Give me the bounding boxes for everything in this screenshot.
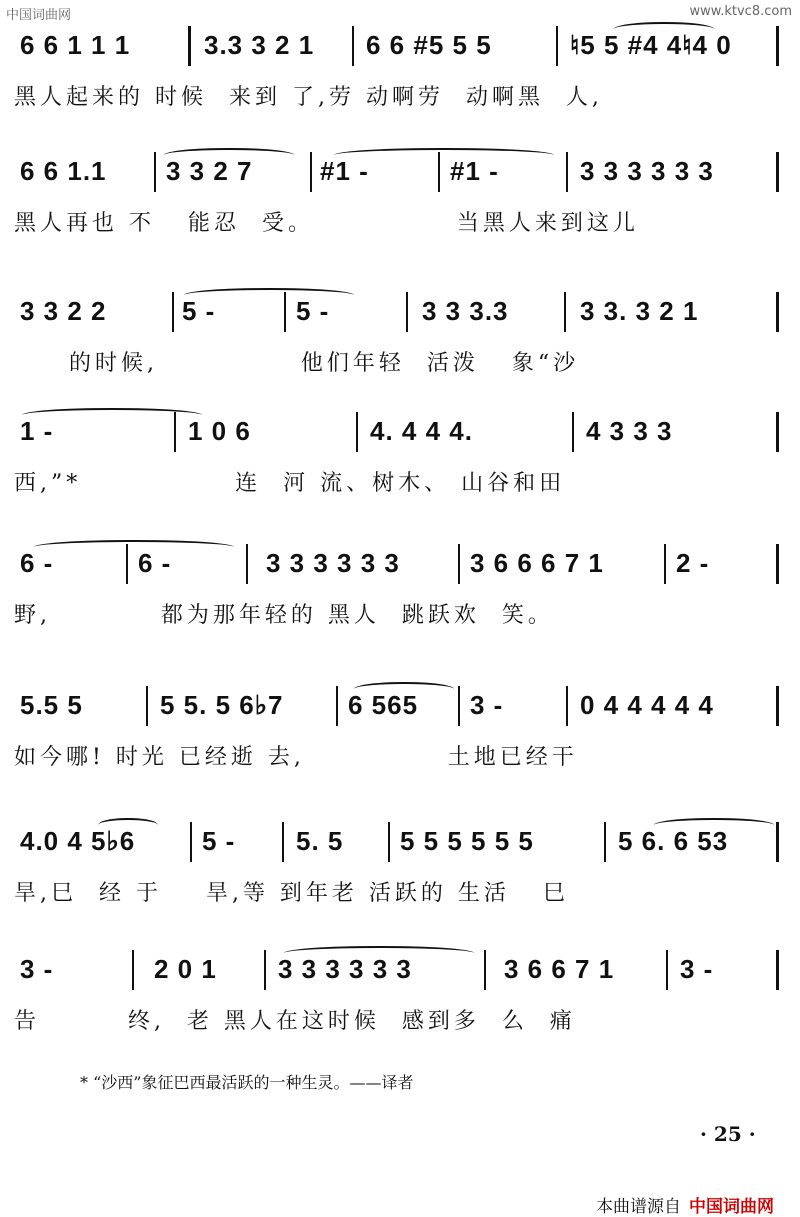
measure: 6 6 1.1 <box>20 156 107 186</box>
bar-line <box>190 822 192 862</box>
bar-line <box>406 292 408 332</box>
staff-row <box>14 288 784 334</box>
measure: 3 3. 3 2 1 <box>580 296 699 326</box>
measure: 5.5 5 <box>20 690 83 720</box>
slur-mark <box>334 148 554 162</box>
bar-line <box>282 822 284 862</box>
bar-line <box>336 686 338 726</box>
lyrics-line: 西,”* 连 河 流、树木、 山谷和田 <box>14 471 566 496</box>
bar-line <box>172 292 174 332</box>
score-system-7 <box>14 818 784 912</box>
lyrics-line: 的时候, 他们年轻 活泼 象“沙 <box>14 351 580 376</box>
score-system-4 <box>14 408 784 502</box>
slur-mark <box>184 288 354 302</box>
score-system-1 <box>14 22 784 116</box>
lyrics-line: 黑人起来的 时候 来到 了,劳 动啊劳 动啊黑 人, <box>14 85 603 110</box>
bar-line <box>776 950 779 990</box>
measure: 5 - <box>296 296 330 326</box>
measure: 5 - <box>182 296 216 326</box>
lyrics-line: 黑人再也 不 能忍 受。 当黑人来到这儿 <box>14 211 639 236</box>
staff-row <box>14 408 784 454</box>
measure: #1 - <box>450 156 499 186</box>
staff-row <box>14 22 784 68</box>
slur-mark <box>164 148 294 162</box>
measure: 4.0 4 5♭6 <box>20 826 136 856</box>
measure: ♮5 5 #4 4♮4 0 <box>570 30 732 60</box>
bar-line <box>776 412 779 452</box>
measure: 5 - <box>202 826 236 856</box>
page-number: · 25 · <box>700 1122 756 1146</box>
bar-line <box>776 822 779 862</box>
lyrics-line: 如今哪! 时光 已经逝 去, 土地已经干 <box>14 745 578 770</box>
measure: 2 - <box>676 548 710 578</box>
bar-line <box>666 950 668 990</box>
slur-mark <box>22 408 202 422</box>
measure: 3 6 6 6 7 1 <box>470 548 604 578</box>
bar-line <box>776 152 779 192</box>
measure: 3 3 2 2 <box>20 296 107 326</box>
source-credit <box>596 1192 774 1217</box>
bar-line <box>776 544 779 584</box>
measure: 5 5 5 5 5 5 <box>400 826 534 856</box>
measure: 3 - <box>680 954 714 984</box>
slur-mark <box>614 22 714 36</box>
bar-line <box>264 950 266 990</box>
slur-mark <box>98 818 158 832</box>
measure: 3 - <box>470 690 504 720</box>
staff-row <box>14 682 784 728</box>
source-brand-link[interactable]: 中国词曲网 <box>689 1197 774 1217</box>
score-system-8 <box>14 946 784 1040</box>
bar-line <box>356 412 358 452</box>
bar-line <box>388 822 390 862</box>
bar-line <box>664 544 666 584</box>
score-system-5 <box>14 540 784 634</box>
bar-line <box>566 686 568 726</box>
measure: 6 6 #5 5 5 <box>366 30 492 60</box>
measure: 3 3 3 3 3 3 <box>278 954 412 984</box>
bar-line <box>458 686 460 726</box>
measure: #1 - <box>320 156 369 186</box>
bar-line <box>572 412 574 452</box>
measure: 6 - <box>138 548 172 578</box>
bar-line <box>566 152 568 192</box>
bar-line <box>352 26 354 66</box>
bar-line <box>776 292 779 332</box>
score-system-3 <box>14 288 784 382</box>
lyrics-line: 旱,巳 经 于 旱,等 到年老 活跃的 生活 巳 <box>14 881 569 906</box>
measure: 4. 4 4 4. <box>370 416 473 446</box>
bar-line <box>776 26 779 66</box>
measure: 3 3 2 7 <box>166 156 253 186</box>
bar-line <box>246 544 248 584</box>
measure: 3.3 3 2 1 <box>204 30 315 60</box>
bar-line <box>484 950 486 990</box>
bar-line <box>146 686 148 726</box>
measure: 2 0 1 <box>154 954 217 984</box>
measure: 1 0 6 <box>188 416 251 446</box>
score-system-6 <box>14 682 784 776</box>
watermark-left: 中国词曲网 <box>6 8 72 23</box>
measure: 3 3 3.3 <box>422 296 509 326</box>
measure: 5 6. 6 53 <box>618 826 729 856</box>
measure: 0 4 4 4 4 4 <box>580 690 714 720</box>
source-label: 本曲谱源自 <box>596 1197 681 1217</box>
bar-line <box>188 26 191 66</box>
measure: 5. 5 <box>296 826 344 856</box>
staff-row <box>14 148 784 194</box>
watermark-right: www.ktvc8.com <box>689 4 792 19</box>
measure: 3 3 3 3 3 3 <box>266 548 400 578</box>
slur-mark <box>354 682 454 696</box>
bar-line <box>154 152 156 192</box>
lyrics-line: 告 终, 老 黑人在这时候 感到多 么 痛 <box>14 1009 576 1034</box>
measure: 1 - <box>20 416 54 446</box>
bar-line <box>458 544 460 584</box>
slur-mark <box>34 540 234 554</box>
staff-row <box>14 946 784 992</box>
bar-line <box>776 686 779 726</box>
bar-line <box>604 822 606 862</box>
footnote: * “沙西”象征巴西最活跃的一种生灵。——译者 <box>80 1073 414 1092</box>
staff-row <box>14 818 784 864</box>
measure: 3 - <box>20 954 54 984</box>
bar-line <box>556 26 558 66</box>
measure: 6 565 <box>348 690 419 720</box>
lyrics-line: 野, 都为那年轻的 黑人 跳跃欢 笑。 <box>14 603 554 628</box>
score-system-2 <box>14 148 784 242</box>
slur-mark <box>654 818 774 832</box>
staff-row <box>14 540 784 586</box>
bar-line <box>132 950 134 990</box>
measure: 6 - <box>20 548 54 578</box>
bar-line <box>310 152 312 192</box>
measure: 4 3 3 3 <box>586 416 673 446</box>
measure: 3 3 3 3 3 3 <box>580 156 714 186</box>
measure: 6 6 1 1 1 <box>20 30 131 60</box>
measure: 5 5. 5 6♭7 <box>160 690 284 720</box>
slur-mark <box>284 946 474 960</box>
bar-line <box>564 292 566 332</box>
measure: 3 6 6 7 1 <box>504 954 615 984</box>
